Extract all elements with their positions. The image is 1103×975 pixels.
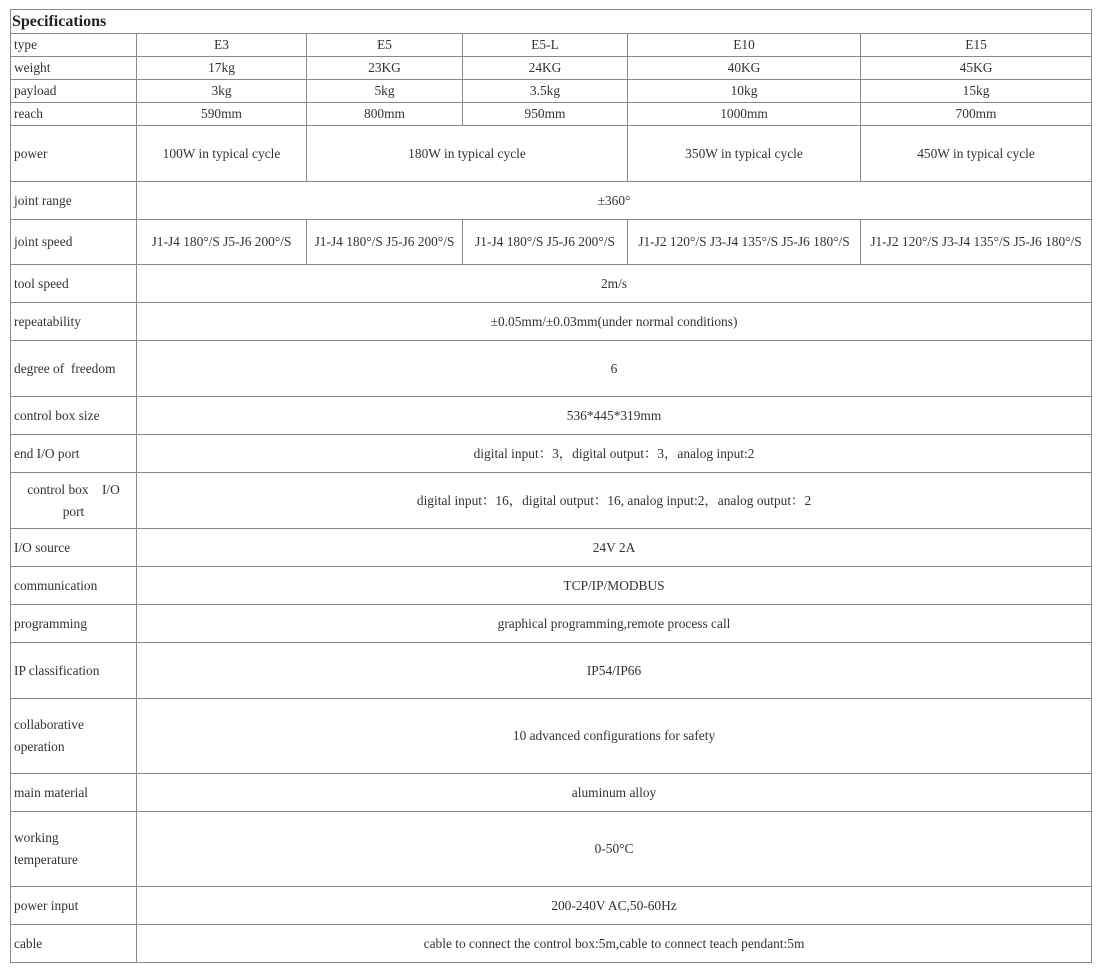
- row-label-joint-speed: joint speed: [11, 220, 137, 265]
- reach-e3: 590mm: [137, 103, 307, 126]
- power-e15: 450W in typical cycle: [861, 126, 1092, 182]
- tool-speed-value: 2m/s: [137, 265, 1092, 303]
- io-source-value: 24V 2A: [137, 529, 1092, 567]
- payload-e15: 15kg: [861, 80, 1092, 103]
- row-label-tool-speed: tool speed: [11, 265, 137, 303]
- table-row-control-box-io-port: [11, 473, 1092, 529]
- joint-speed-e10: J1-J2 120°/S J3-J4 135°/S J5-J6 180°/S: [628, 220, 861, 265]
- payload-e5: 5kg: [307, 80, 463, 103]
- row-label-weight: weight: [11, 57, 137, 80]
- table-row-ip-classification: [11, 643, 1092, 699]
- weight-e5-l: 24KG: [463, 57, 628, 80]
- model-e15: E15: [861, 34, 1092, 57]
- row-label-ip-classification: IP classification: [11, 643, 137, 699]
- control-box-size-value: 536*445*319mm: [137, 397, 1092, 435]
- weight-e3: 17kg: [137, 57, 307, 80]
- table-row-main-material: [11, 774, 1092, 812]
- programming-value: graphical programming,remote process call: [137, 605, 1092, 643]
- control-box-io-port-value: digital input：16，digital output：16, analog input:2，analog output：2: [137, 473, 1092, 529]
- joint-speed-e3: J1-J4 180°/S J5-J6 200°/S: [137, 220, 307, 265]
- power-e10: 350W in typical cycle: [628, 126, 861, 182]
- row-label-cable: cable: [11, 925, 137, 963]
- row-label-collaborative-operation: [11, 699, 137, 774]
- joint-speed-e5-l: J1-J4 180°/S J5-J6 200°/S: [463, 220, 628, 265]
- row-label-control-box-io-port: [11, 473, 137, 529]
- table-row-tool-speed: [11, 265, 1092, 303]
- table-row-degree-of-freedom: [11, 341, 1092, 397]
- reach-e10: 1000mm: [628, 103, 861, 126]
- weight-e15: 45KG: [861, 57, 1092, 80]
- weight-e10: 40KG: [628, 57, 861, 80]
- table-row-working-temperature: [11, 812, 1092, 887]
- communication-value: TCP/IP/MODBUS: [137, 567, 1092, 605]
- table-row-io-source: [11, 529, 1092, 567]
- table-row-power: [11, 126, 1092, 182]
- table-row-reach: [11, 103, 1092, 126]
- control-box-io-port-label-text: control box I/O port: [27, 481, 124, 519]
- row-label-working-temperature: [11, 812, 137, 887]
- table-row-type: [11, 34, 1092, 57]
- table-title: Specifications: [11, 10, 1092, 34]
- working-temperature-value: 0-50°C: [137, 812, 1092, 887]
- row-label-main-material: main material: [11, 774, 137, 812]
- cable-value: cable to connect the control box:5m,cable to connect teach pendant:5m: [137, 925, 1092, 963]
- row-label-programming: programming: [11, 605, 137, 643]
- model-e5-l: E5-L: [463, 34, 628, 57]
- specifications-table: [10, 9, 1092, 963]
- ip-classification-value: IP54/IP66: [137, 643, 1092, 699]
- table-row-control-box-size: [11, 397, 1092, 435]
- row-label-type: type: [11, 34, 137, 57]
- reach-e5-l: 950mm: [463, 103, 628, 126]
- row-label-reach: reach: [11, 103, 137, 126]
- payload-e10: 10kg: [628, 80, 861, 103]
- table-row-payload: [11, 80, 1092, 103]
- row-label-joint-range: joint range: [11, 182, 137, 220]
- table-row-collaborative-operation: [11, 699, 1092, 774]
- title-row: [11, 10, 1092, 34]
- table-row-joint-speed: [11, 220, 1092, 265]
- row-label-power: power: [11, 126, 137, 182]
- row-label-communication: communication: [11, 567, 137, 605]
- model-e10: E10: [628, 34, 861, 57]
- collaborative-operation-value: 10 advanced configurations for safety: [137, 699, 1092, 774]
- degree-of-freedom-value: 6: [137, 341, 1092, 397]
- table-row-communication: [11, 567, 1092, 605]
- collaborative-operation-label-text: collaborative operation: [14, 717, 84, 754]
- table-row-joint-range: [11, 182, 1092, 220]
- row-label-repeatability: repeatability: [11, 303, 137, 341]
- table-row-cable: [11, 925, 1092, 963]
- table-row-repeatability: [11, 303, 1092, 341]
- row-label-degree-of-freedom: degree of freedom: [11, 341, 137, 397]
- repeatability-value: ±0.05mm/±0.03mm(under normal conditions): [137, 303, 1092, 341]
- power-e3: 100W in typical cycle: [137, 126, 307, 182]
- model-e5: E5: [307, 34, 463, 57]
- weight-e5: 23KG: [307, 57, 463, 80]
- table-row-end-io-port: [11, 435, 1092, 473]
- power-input-value: 200-240V AC,50-60Hz: [137, 887, 1092, 925]
- joint-speed-e15: J1-J2 120°/S J3-J4 135°/S J5-J6 180°/S: [861, 220, 1092, 265]
- row-label-power-input: power input: [11, 887, 137, 925]
- row-label-io-source: I/O source: [11, 529, 137, 567]
- payload-e3: 3kg: [137, 80, 307, 103]
- table-row-power-input: [11, 887, 1092, 925]
- reach-e5: 800mm: [307, 103, 463, 126]
- row-label-payload: payload: [11, 80, 137, 103]
- power-e5-e5-l: 180W in typical cycle: [307, 126, 628, 182]
- payload-e5-l: 3.5kg: [463, 80, 628, 103]
- reach-e15: 700mm: [861, 103, 1092, 126]
- row-label-end-io-port: end I/O port: [11, 435, 137, 473]
- table-row-weight: [11, 57, 1092, 80]
- main-material-value: aluminum alloy: [137, 774, 1092, 812]
- table-row-programming: [11, 605, 1092, 643]
- model-e3: E3: [137, 34, 307, 57]
- joint-speed-e5: J1-J4 180°/S J5-J6 200°/S: [307, 220, 463, 265]
- joint-range-value: ±360°: [137, 182, 1092, 220]
- working-temperature-label-text: working temperature: [14, 830, 78, 867]
- row-label-control-box-size: control box size: [11, 397, 137, 435]
- end-io-port-value: digital input：3，digital output：3，analog input:2: [137, 435, 1092, 473]
